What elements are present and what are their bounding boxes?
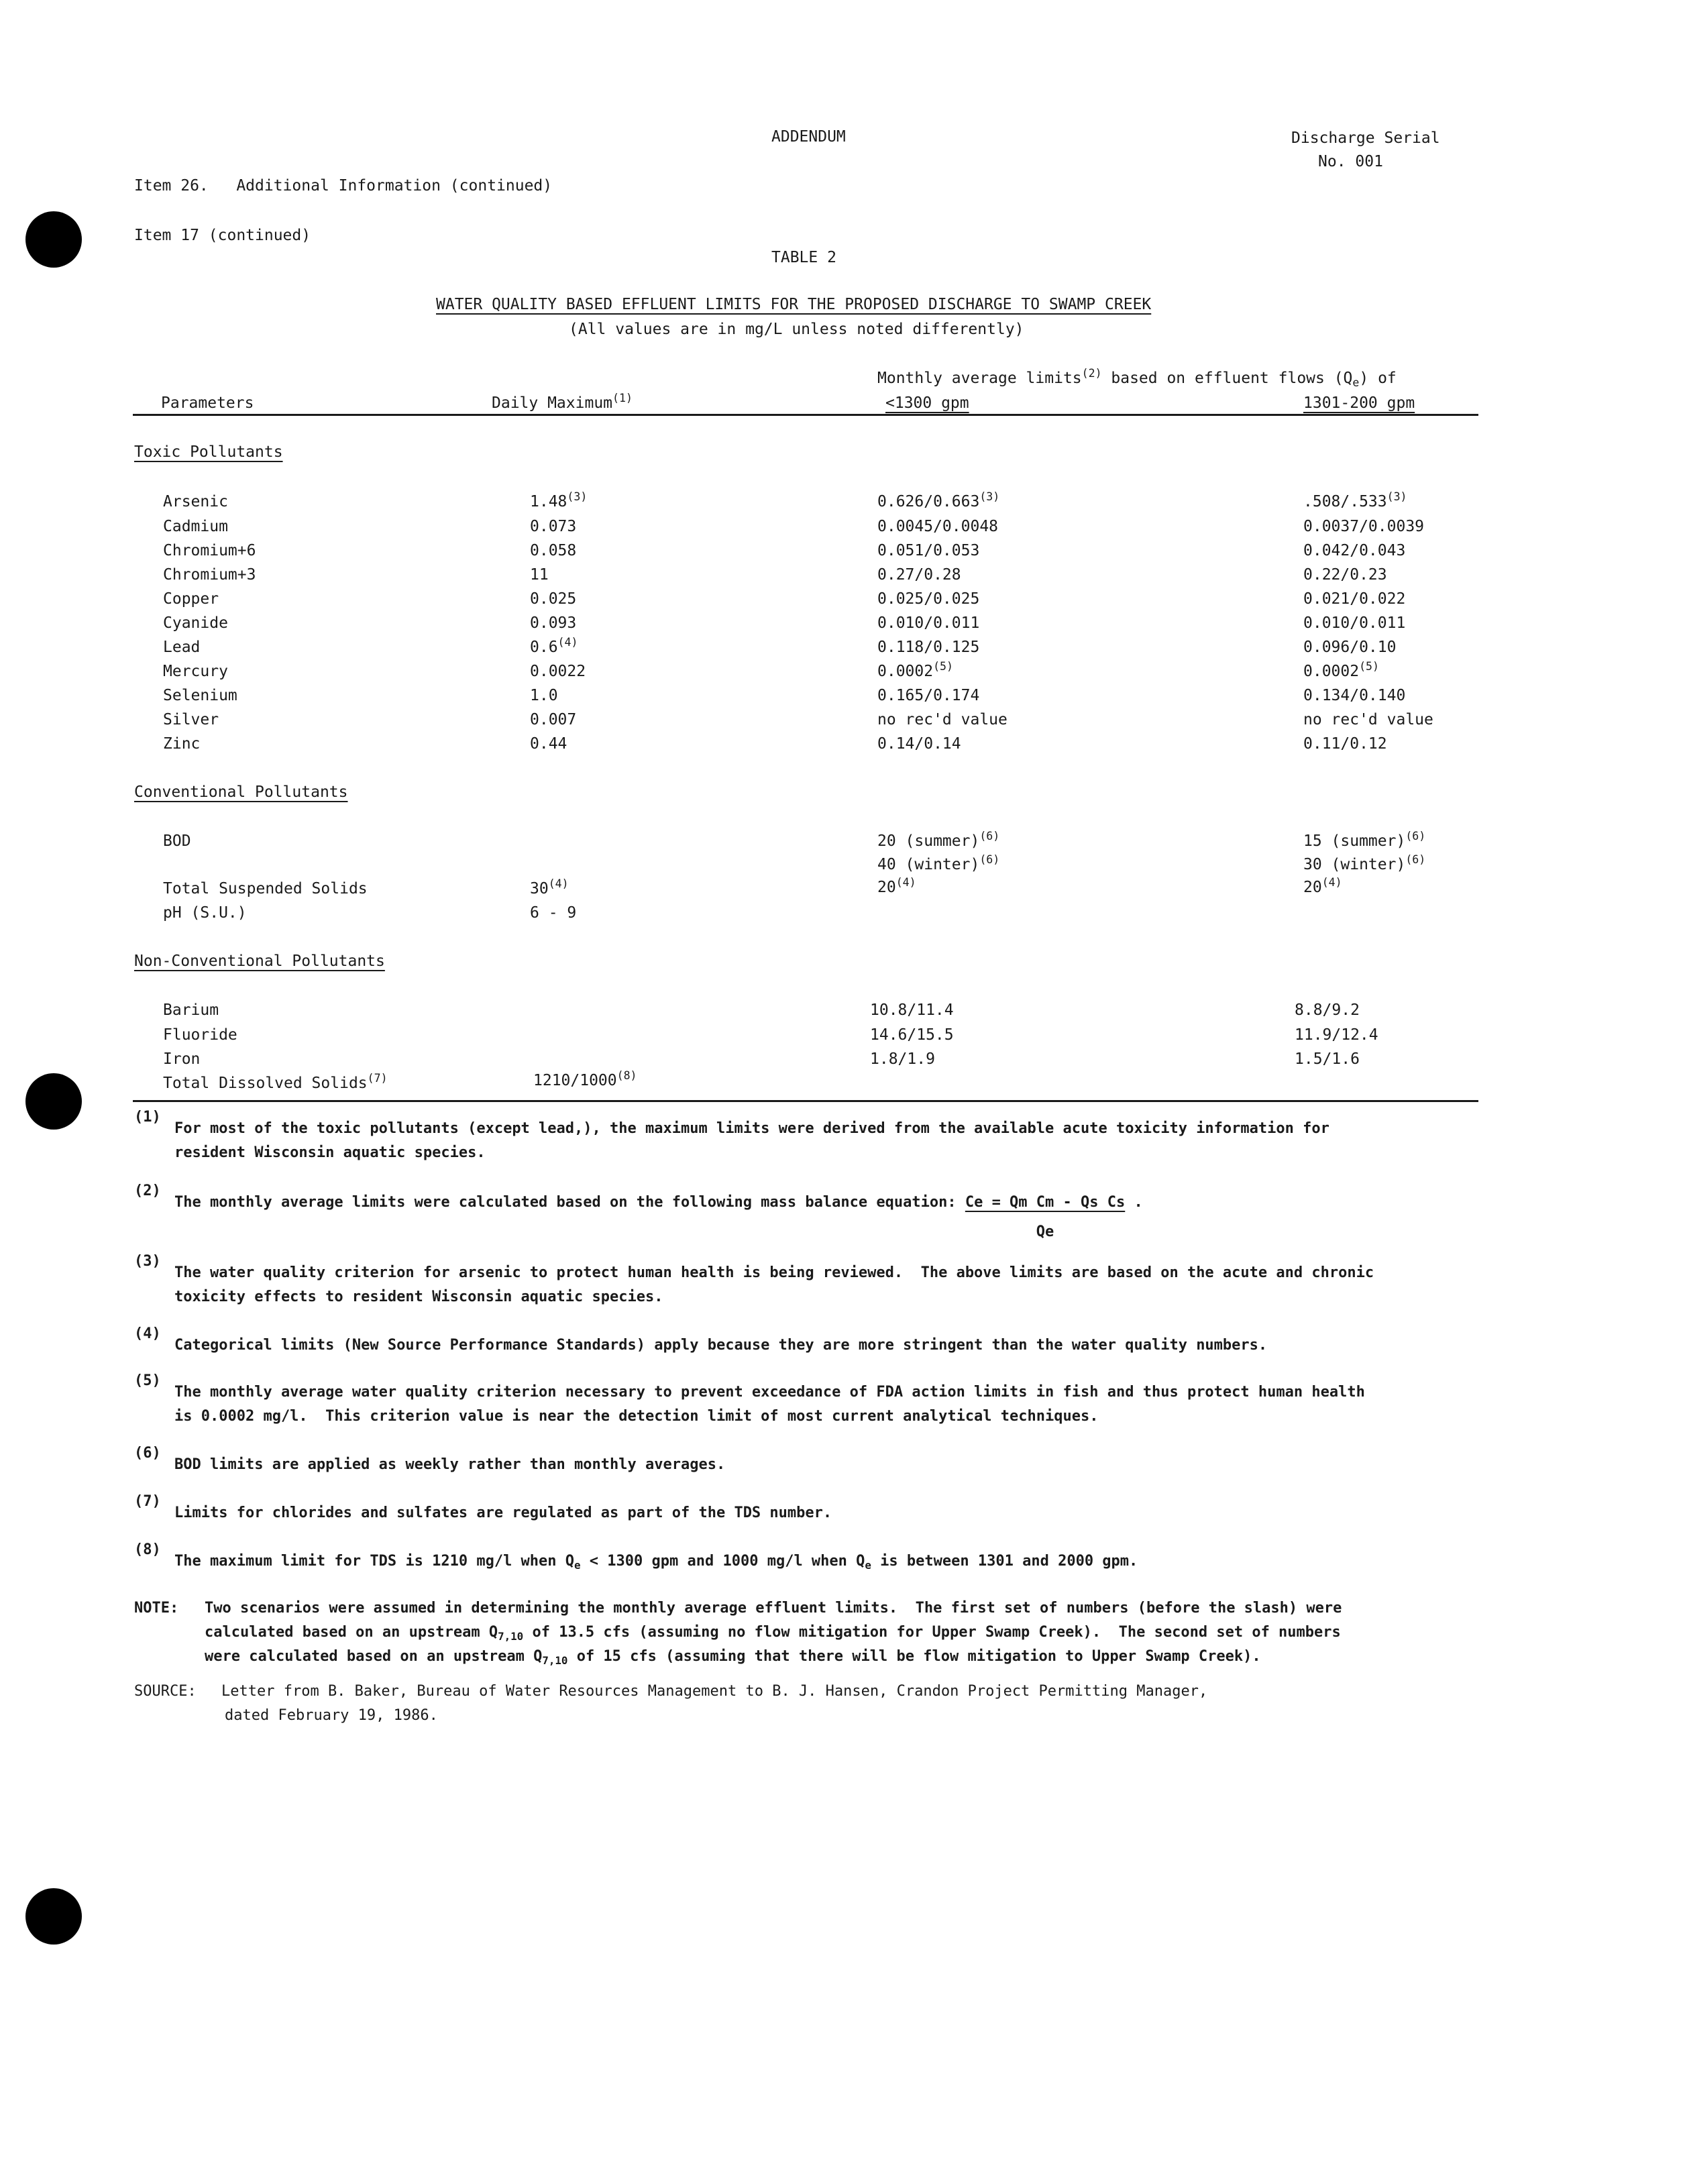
parameter-name: Cyanide bbox=[163, 614, 228, 632]
column-header-parameters: Parameters bbox=[161, 394, 254, 412]
parameter-name: BOD bbox=[163, 832, 191, 850]
monthly-limit-flow1: 0.0002$^{(5)}$ bbox=[877, 659, 953, 680]
daily-maximum-value: 0.073 bbox=[530, 518, 577, 535]
monthly-limit-flow1: 0.051/0.053 bbox=[877, 542, 980, 559]
monthly-limit-flow1: no rec'd value bbox=[877, 711, 1008, 728]
monthly-limit-flow1: 0.118/0.125 bbox=[877, 639, 980, 656]
monthly-limit-flow2: no rec'd value bbox=[1303, 711, 1433, 728]
monthly-limit-flow1: 0.010/0.011 bbox=[877, 614, 980, 632]
parameter-name: pH (S.U.) bbox=[163, 904, 247, 922]
monthly-limit-flow2: 20$^{(4)}$ bbox=[1303, 875, 1342, 896]
parameter-name: Lead bbox=[163, 639, 201, 656]
monthly-limit-flow1: 0.626/0.663$^{(3)}$ bbox=[877, 490, 1000, 510]
monthly-limit-flow1-winter: 40 (winter)$^{(6)}$ bbox=[877, 853, 1000, 873]
daily-maximum-value: 1210/1000$^{(8)}$ bbox=[533, 1069, 637, 1089]
monthly-limit-flow2: 0.096/0.10 bbox=[1303, 639, 1397, 656]
binder-hole-bottom bbox=[25, 1888, 82, 1945]
daily-maximum-value: 0.025 bbox=[530, 590, 577, 608]
daily-maximum-value: 0.44 bbox=[530, 735, 567, 753]
daily-maximum-value: 11 bbox=[530, 566, 549, 584]
parameter-name: Copper bbox=[163, 590, 219, 608]
monthly-limit-flow1: 0.0045/0.0048 bbox=[877, 518, 999, 535]
table-number: TABLE 2 bbox=[771, 249, 836, 266]
daily-maximum-value: 1.0 bbox=[530, 687, 558, 704]
column-header-monthly-average: Monthly average limits$^{(2)}$ based on effluent flows $(Q_e)$ of bbox=[877, 366, 1397, 389]
parameter-name: Barium bbox=[163, 1001, 219, 1019]
section-conventional-pollutants: Conventional Pollutants bbox=[134, 783, 348, 801]
monthly-limit-flow2-winter: 30 (winter)$^{(6)}$ bbox=[1303, 853, 1426, 873]
column-header-flow-1301-2000: 1301-200 gpm bbox=[1303, 394, 1415, 412]
daily-maximum-value: 0.093 bbox=[530, 614, 577, 632]
monthly-limit-flow2: 0.134/0.140 bbox=[1303, 687, 1406, 704]
parameter-name: Silver bbox=[163, 711, 219, 728]
monthly-limit-flow2: 1.5/1.6 bbox=[1295, 1050, 1360, 1068]
binder-hole-top bbox=[25, 211, 82, 268]
parameter-name: Total Suspended Solids bbox=[163, 880, 368, 897]
monthly-limit-flow1: 0.27/0.28 bbox=[877, 566, 961, 584]
monthly-limit-flow1: 1.8/1.9 bbox=[870, 1050, 935, 1068]
item-26-heading: Item 26. Additional Information (continued) bbox=[134, 177, 553, 195]
monthly-limit-flow2: 0.22/0.23 bbox=[1303, 566, 1387, 584]
item-17-heading: Item 17 (continued) bbox=[134, 227, 311, 244]
discharge-serial-label: Discharge Serial bbox=[1291, 129, 1440, 147]
table-subtitle: (All values are in mg/L unless noted differently) bbox=[569, 321, 1024, 338]
monthly-limit-flow2-summer: 15 (summer)$^{(6)}$ bbox=[1303, 829, 1426, 850]
parameter-name: Fluoride bbox=[163, 1026, 237, 1044]
parameter-name: Mercury bbox=[163, 663, 228, 680]
parameter-name: Selenium bbox=[163, 687, 237, 704]
daily-maximum-value: 30$^{(4)}$ bbox=[530, 877, 569, 897]
monthly-limit-flow1: 0.025/0.025 bbox=[877, 590, 980, 608]
column-header-flow-under-1300: <1300 gpm bbox=[885, 394, 969, 412]
mass-balance-equation: $\frac{\text{Ce = Qm Cm - Qs Cs}}{Qe}$ bbox=[965, 1194, 1126, 1240]
monthly-limit-flow1: 14.6/15.5 bbox=[870, 1026, 954, 1044]
monthly-limit-flow2: 0.042/0.043 bbox=[1303, 542, 1406, 559]
monthly-limit-flow2: 8.8/9.2 bbox=[1295, 1001, 1360, 1019]
parameter-name: Chromium+3 bbox=[163, 566, 256, 584]
monthly-limit-flow2: 0.11/0.12 bbox=[1303, 735, 1387, 753]
parameter-name: Chromium+6 bbox=[163, 542, 256, 559]
daily-maximum-value: 6 - 9 bbox=[530, 904, 577, 922]
monthly-limit-flow2: 0.0037/0.0039 bbox=[1303, 518, 1425, 535]
daily-maximum-value: 0.007 bbox=[530, 711, 577, 728]
parameter-name: Iron bbox=[163, 1050, 201, 1068]
monthly-limit-flow2: 0.021/0.022 bbox=[1303, 590, 1406, 608]
note-label: NOTE: bbox=[134, 1600, 179, 1617]
monthly-limit-flow2: 0.0002$^{(5)}$ bbox=[1303, 659, 1379, 680]
discharge-serial-number: No. 001 bbox=[1318, 153, 1383, 170]
monthly-limit-flow1: 0.165/0.174 bbox=[877, 687, 980, 704]
daily-maximum-value: 0.058 bbox=[530, 542, 577, 559]
binder-hole-middle bbox=[25, 1073, 82, 1130]
column-header-daily-maximum: Daily Maximum$^{(1)}$ bbox=[492, 391, 633, 412]
table-title: WATER QUALITY BASED EFFLUENT LIMITS FOR THE PROPOSED DISCHARGE TO SWAMP CREEK bbox=[436, 296, 1152, 313]
addendum-heading: ADDENDUM bbox=[771, 128, 846, 146]
parameter-name: Arsenic bbox=[163, 493, 228, 510]
daily-maximum-value: 0.0022 bbox=[530, 663, 586, 680]
parameter-name: Cadmium bbox=[163, 518, 228, 535]
table-header-rule bbox=[133, 414, 1478, 416]
monthly-limit-flow1-summer: 20 (summer)$^{(6)}$ bbox=[877, 829, 1000, 850]
section-toxic-pollutants: Toxic Pollutants bbox=[134, 443, 283, 461]
parameter-name: Total Dissolved Solids$^{(7)}$ bbox=[163, 1071, 388, 1092]
table-bottom-rule bbox=[133, 1100, 1478, 1102]
monthly-limit-flow2: 11.9/12.4 bbox=[1295, 1026, 1378, 1044]
monthly-limit-flow2: 0.010/0.011 bbox=[1303, 614, 1406, 632]
source-label: SOURCE: bbox=[134, 1683, 197, 1700]
monthly-limit-flow1: 10.8/11.4 bbox=[870, 1001, 954, 1019]
monthly-limit-flow1: 20$^{(4)}$ bbox=[877, 875, 916, 896]
monthly-limit-flow1: 0.14/0.14 bbox=[877, 735, 961, 753]
section-non-conventional-pollutants: Non-Conventional Pollutants bbox=[134, 952, 385, 970]
monthly-limit-flow2: .508/.533$^{(3)}$ bbox=[1303, 490, 1407, 510]
parameter-name: Zinc bbox=[163, 735, 201, 753]
daily-maximum-value: 0.6$^{(4)}$ bbox=[530, 635, 578, 656]
daily-maximum-value: 1.48$^{(3)}$ bbox=[530, 490, 588, 510]
